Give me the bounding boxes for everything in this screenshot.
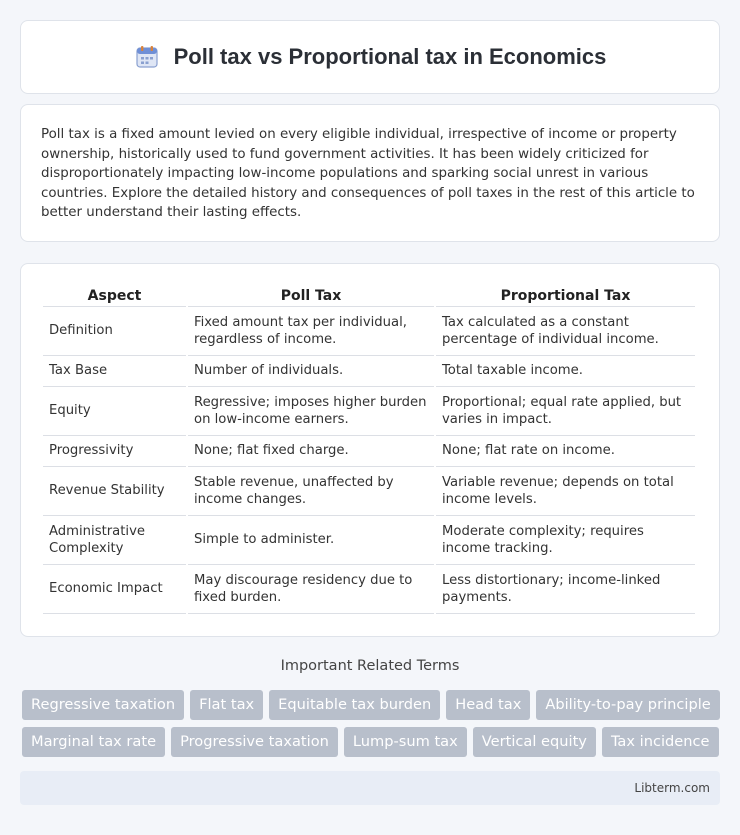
- table-cell: Administrative Complexity: [43, 516, 186, 565]
- term-tag[interactable]: Marginal tax rate: [22, 727, 165, 757]
- comparison-table-card: [20, 263, 720, 637]
- table-cell: Proportional; equal rate applied, but varies in impact.: [436, 387, 695, 436]
- table-cell: Number of individuals.: [188, 356, 434, 387]
- table-row: [43, 356, 695, 387]
- term-tag[interactable]: Flat tax: [190, 690, 263, 720]
- table-cell: None; flat fixed charge.: [188, 436, 434, 467]
- table-cell: Tax calculated as a constant percentage of individual income.: [436, 307, 695, 356]
- table-cell: Tax Base: [43, 356, 186, 387]
- column-header: Proportional Tax: [436, 284, 695, 307]
- table-header-row: [43, 284, 695, 307]
- column-header: Aspect: [43, 284, 186, 307]
- table-cell: None; flat rate on income.: [436, 436, 695, 467]
- header-card: [20, 20, 720, 94]
- table-cell: Equity: [43, 387, 186, 436]
- table-cell: Fixed amount tax per individual, regardless of income.: [188, 307, 434, 356]
- table-row: [43, 387, 695, 436]
- table-row: [43, 565, 695, 614]
- table-cell: Economic Impact: [43, 565, 186, 614]
- table-cell: Simple to administer.: [188, 516, 434, 565]
- table-cell: May discourage residency due to fixed burden.: [188, 565, 434, 614]
- related-terms-row: [22, 690, 722, 720]
- term-tag[interactable]: Progressive taxation: [171, 727, 338, 757]
- table-row: [43, 516, 695, 565]
- term-tag[interactable]: Lump-sum tax: [344, 727, 467, 757]
- comparison-table: [41, 284, 697, 614]
- page-title: Poll tax vs Proportional tax in Economics: [173, 44, 607, 69]
- term-tag[interactable]: Head tax: [446, 690, 530, 720]
- term-tag[interactable]: Equitable tax burden: [269, 690, 440, 720]
- table-row: [43, 307, 695, 356]
- term-tag[interactable]: Ability-to-pay principle: [536, 690, 719, 720]
- table-cell: Progressivity: [43, 436, 186, 467]
- table-cell: Stable revenue, unaffected by income changes.: [188, 467, 434, 516]
- intro-card: [20, 104, 720, 242]
- related-terms-row: [22, 727, 722, 757]
- table-cell: Less distortionary; income-linked payments.: [436, 565, 695, 614]
- term-tag[interactable]: Regressive taxation: [22, 690, 184, 720]
- term-tag[interactable]: Tax incidence: [602, 727, 719, 757]
- table-cell: Total taxable income.: [436, 356, 695, 387]
- table-row: [43, 467, 695, 516]
- table-cell: Revenue Stability: [43, 467, 186, 516]
- table-row: [43, 436, 695, 467]
- column-header: Poll Tax: [188, 284, 434, 307]
- table-cell: Moderate complexity; requires income tracking.: [436, 516, 695, 565]
- footer-site-link[interactable]: Libterm.com: [634, 781, 710, 795]
- table-cell: Variable revenue; depends on total income levels.: [436, 467, 695, 516]
- calendar-doc-icon: [134, 44, 160, 70]
- related-terms-title: Important Related Terms: [280, 658, 460, 674]
- table-cell: Definition: [43, 307, 186, 356]
- table-cell: Regressive; imposes higher burden on low-income earners.: [188, 387, 434, 436]
- term-tag[interactable]: Vertical equity: [473, 727, 596, 757]
- related-terms: [22, 690, 722, 764]
- footer: [20, 771, 720, 805]
- intro-paragraph: Poll tax is a fixed amount levied on every eligible individual, irrespective of income or property ownership, historically used to fund government activities. It has been widely criticized for disproportionately impacting low-income populations and sparking social unrest in various countries. Explore the detailed history and consequences of poll taxes in the rest of this article to better understand their lasting effects.: [41, 127, 695, 221]
